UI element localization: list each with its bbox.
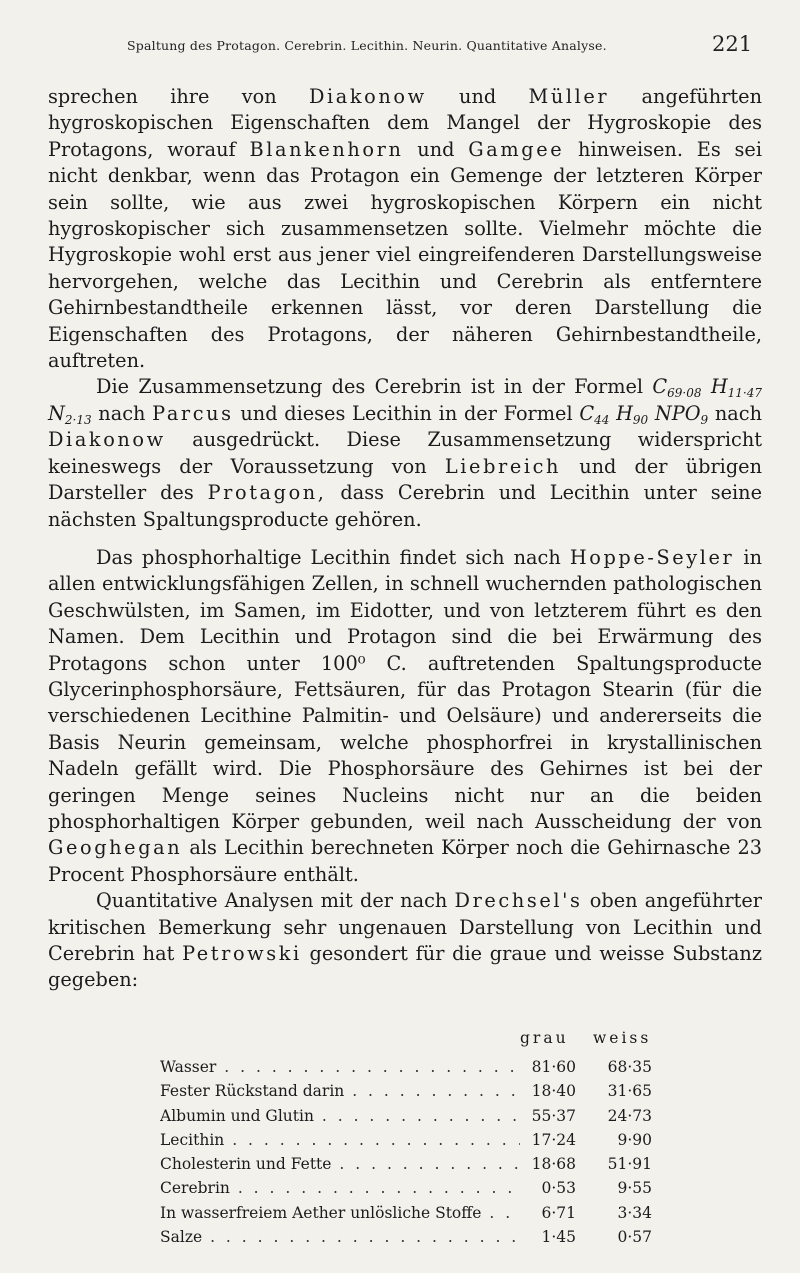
- formula-subscript: 9: [700, 412, 709, 427]
- formula: [579, 402, 708, 425]
- paragraph-1: [48, 84, 762, 374]
- value-weiss: 0·57: [617, 1228, 652, 1247]
- value-weiss: 9·90: [617, 1130, 652, 1149]
- text: und: [426, 85, 529, 108]
- value-weiss: 31·65: [607, 1082, 652, 1101]
- text: in allen entwicklungsfähigen Zellen, in schnell wuchernden pathologischen Geschwülsten, im Samen, im Eidotter, und von letzterem führt es den Namen. Dem Lecithin und Protagon sind die bei Erwärmung des Protagons schon unter 100⁰ C. auftretenden Spaltungsproducte Glycerinphosphorsäure, Fettsäuren, für das Protagon Stearin (für die verschiedenen Lecithine Palmitin- und Oelsäure) und andererseits die Basis Neurin gemeinsam, welche phosphorfrei in krystallinischen Nadeln gefällt wird. Die Phosphorsäure des Gehirnes ist bei der geringen Menge seines Nucleins nicht nur an die beiden phosphorhaltigen Körper gebunden, weil nach Ausscheidung der von: [48, 545, 763, 833]
- author-name: Blankenhorn: [249, 137, 404, 161]
- formula-element: C: [652, 375, 668, 399]
- body-text: [48, 84, 762, 994]
- value-grau: 55·37: [520, 1107, 576, 1125]
- text: und der übrigen Darsteller des: [48, 454, 763, 505]
- running-title: Spaltung des Protagon. Cerebrin. Lecithin. Neurin. Quantitative Analyse.: [127, 38, 607, 53]
- formula-element: H: [701, 375, 728, 399]
- text: als Lecithin berechneten Körper noch die Gehirnasche 23 Procent Phosphorsäure enthält.: [48, 836, 762, 886]
- text: nach: [91, 401, 153, 425]
- table-row: [160, 1152, 670, 1176]
- value-grau: 18·68: [520, 1155, 576, 1173]
- formula-element: NPO: [648, 401, 701, 425]
- value-grau: 18·40: [520, 1082, 576, 1100]
- formula-subscript: 90: [632, 412, 649, 427]
- running-header: [0, 34, 800, 62]
- formula-element: H: [609, 401, 633, 425]
- page-number: 221: [712, 32, 753, 56]
- author-name: Liebreich: [444, 454, 562, 478]
- table-row: [160, 1055, 670, 1079]
- value-grau: 6·71: [520, 1204, 576, 1222]
- analysis-table: [160, 1025, 670, 1249]
- formula-element: C: [579, 401, 595, 425]
- author-name: Gamgee: [468, 137, 565, 161]
- formula-subscript: 2·13: [64, 412, 92, 427]
- formula-element: N: [48, 401, 65, 425]
- value-weiss: 9·55: [617, 1179, 652, 1198]
- paragraph-2: [48, 374, 762, 532]
- table-row: [160, 1176, 670, 1200]
- paragraph-3: [48, 545, 762, 888]
- text: Quantitative Analysen mit der nach: [96, 889, 455, 913]
- column-header-grau: grau: [520, 1029, 569, 1047]
- text: nach: [708, 401, 762, 425]
- table-header: [160, 1025, 670, 1055]
- formula-subscript: 11·47: [727, 386, 762, 401]
- text: hinweisen. Es sei nicht denkbar, wenn das Protagon ein Gemenge der letzteren Körper sein sollte, wie aus zwei hygroskopischen Körpern ein nicht hygroskopischer sich zusammensetzen sollte. Vielmehr möchte die Hygroskopie wohl erst aus jener viel eingreifenderen Darstellungsweise hervorgehen, welche das Lecithin und Cerebrin als entferntere Gehirnbestandtheile erkennen lässt, vor deren Darstellung die Eigenschaften des Protagons, der näheren Gehirnbestandtheile, auftreten.: [48, 137, 763, 373]
- paragraph-4: [48, 888, 762, 994]
- text: oben angeführter kritischen Bemerkung sehr ungenauen Darstellung von Lecithin und Cerebrin hat: [48, 889, 762, 965]
- table-row: [160, 1079, 670, 1103]
- author-name: Protagon,: [207, 481, 327, 505]
- value-grau: 17·24: [520, 1131, 576, 1149]
- text: Das phosphorhaltige Lecithin findet sich nach: [96, 545, 570, 569]
- value-weiss: 68·35: [607, 1058, 652, 1076]
- text: und dieses Lecithin in der Formel: [233, 401, 580, 425]
- row-label: Salze . . .: [160, 1228, 520, 1246]
- text: dass Cerebrin und Lecithin unter seine nächsten Spaltungsproducte gehören.: [48, 481, 762, 531]
- table-row: [160, 1225, 670, 1249]
- value-weiss: 51·91: [607, 1155, 652, 1174]
- row-label: In wasserfreiem Aether unlösliche Stoffe . . .: [160, 1204, 520, 1222]
- author-name: Müller: [528, 85, 610, 108]
- author-name: Diakonow: [308, 85, 427, 108]
- row-label: Cholesterin und Fette . . .: [160, 1155, 520, 1173]
- text: und: [403, 137, 469, 161]
- table-row: [160, 1201, 670, 1225]
- row-label: Fester Rückstand darin . . .: [160, 1082, 520, 1100]
- author-name: Geoghegan: [48, 836, 183, 860]
- row-label: Wasser . . .: [160, 1058, 520, 1076]
- formula-subscript: 44: [594, 412, 610, 427]
- text: sprechen ihre von: [48, 85, 309, 108]
- value-grau: 1·45: [520, 1228, 576, 1246]
- table-row: [160, 1104, 670, 1128]
- author-name: Petrowski: [182, 942, 302, 965]
- author-name: Diakonow: [48, 428, 166, 452]
- row-label: Lecithin . . .: [160, 1131, 520, 1149]
- value-weiss: 3·34: [617, 1203, 652, 1222]
- column-header-weiss: weiss: [593, 1029, 652, 1047]
- row-label: Albumin und Glutin . . .: [160, 1107, 520, 1125]
- text: Die Zusammensetzung des Cerebrin ist in der Formel: [96, 375, 653, 399]
- text: gesondert für die graue und weisse Substanz gegeben:: [48, 942, 763, 992]
- value-grau: 81·60: [520, 1058, 576, 1076]
- table-row: [160, 1128, 670, 1152]
- row-label: Cerebrin . . .: [160, 1179, 520, 1197]
- text: angeführten hygroskopischen Eigenschaften dem Mangel der Hygroskopie des Protagons, worauf: [48, 85, 762, 161]
- text: ausgedrückt. Diese Zusammensetzung widerspricht keineswegs der Voraussetzung von: [48, 428, 762, 478]
- value-grau: 0·53: [520, 1179, 576, 1197]
- author-name: Drechsel's: [454, 889, 583, 913]
- author-name: Parcus: [152, 401, 234, 425]
- author-name: Hoppe-Seyler: [569, 545, 735, 569]
- value-weiss: 24·73: [607, 1106, 652, 1125]
- formula-subscript: 69·08: [667, 386, 702, 401]
